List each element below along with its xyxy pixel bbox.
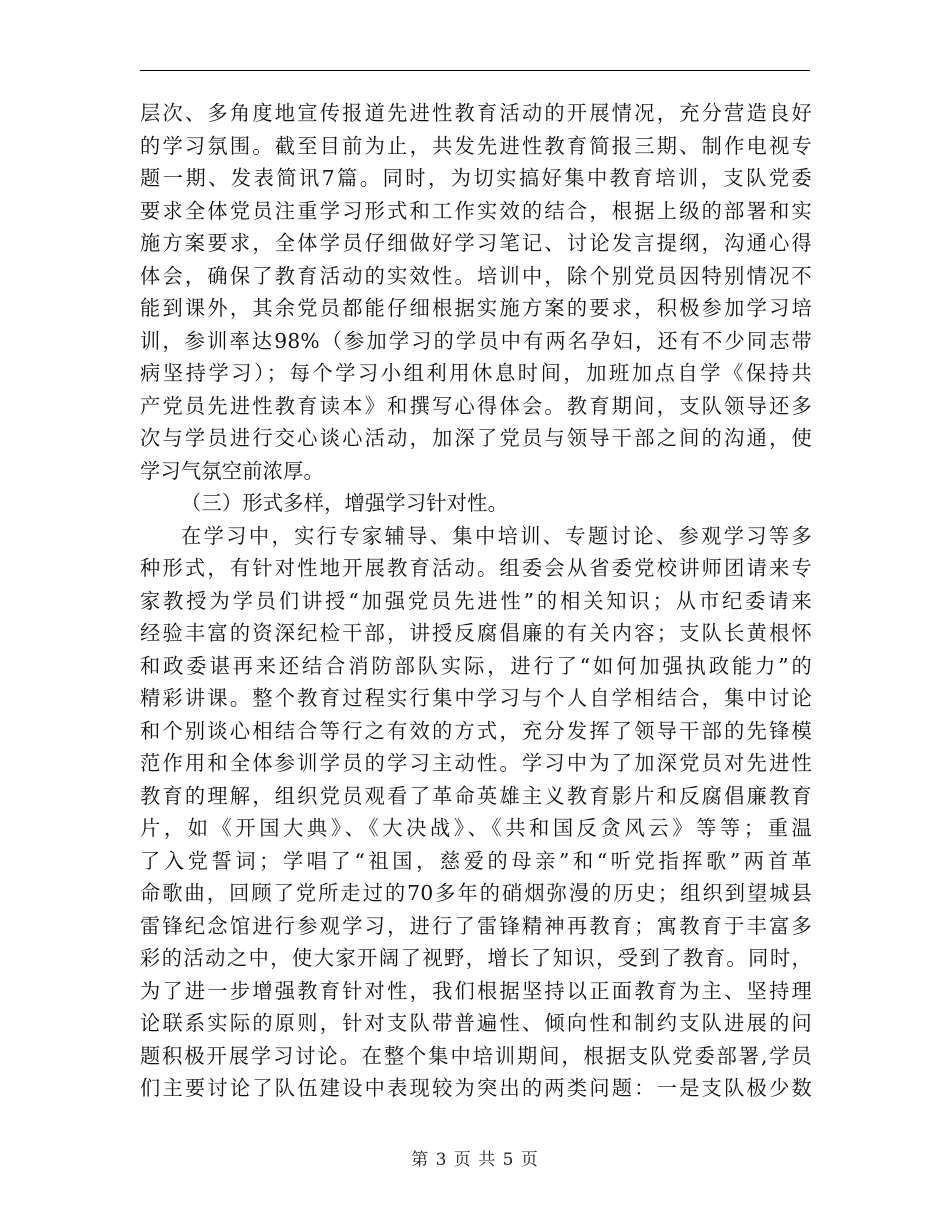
text-line: 家教授为学员们讲授“加强党员先进性”的相关知识；从市纪委请来 [140, 588, 812, 613]
text-line: 们主要讨论了队伍建设中表现较为突出的两类问题：一是支队极少数 [140, 1076, 812, 1100]
text-line: 经验丰富的资深纪检干部，讲授反腐倡廉的有关内容；支队长黄根怀 [140, 621, 812, 645]
text-line: 教育的理解，组织党员观看了革命英雄主义教育影片和反腐倡廉教育 [140, 783, 812, 808]
text-line: 产党员先进性教育读本》和撰写心得体会。教育期间，支队领导还多 [140, 393, 812, 418]
paragraph-1 [140, 97, 812, 487]
text-line: 施方案要求，全体学员仔细做好学习笔记、讨论发言提纲，沟通心得 [140, 231, 812, 255]
paragraph-2 [140, 520, 812, 1105]
text-line: 雷锋纪念馆进行参观学习，进行了雷锋精神再教育；寓教育于丰富多 [140, 913, 812, 938]
text-line: 彩的活动之中，使大家开阔了视野，增长了知识，受到了教育。同时， [140, 946, 812, 970]
text-line: 训，参训率达98%（参加学习的学员中有两名孕妇，还有不少同志带 [140, 328, 812, 353]
text-line: 能到课外，其余党员都能仔细根据实施方案的要求，积极参加学习培 [140, 296, 812, 320]
page-number-footer: 第 3 页 共 5 页 [411, 1150, 539, 1170]
text-line: 了入党誓词；学唱了“祖国，慈爱的母亲”和“听党指挥歌”两首革 [140, 848, 812, 873]
text-line: 病坚持学习）；每个学习小组利用休息时间，加班加点自学《保持共 [140, 361, 812, 385]
text-line: 和政委谌再来还结合消防部队实际，进行了“如何加强执政能力”的 [140, 653, 812, 678]
text-line: 题积极开展学习讨论。在整个集中培训期间，根据支队党委部署,学员 [140, 1043, 812, 1068]
text-line: 的学习氛围。截至目前为止，共发先进性教育简报三期、制作电视专 [140, 133, 812, 158]
text-line: 在学习中，实行专家辅导、集中培训、专题讨论、参观学习等多 [181, 523, 812, 548]
text-line: 精彩讲课。整个教育过程实行集中学习与个人自学相结合，集中讨论 [140, 686, 812, 710]
text-line: 论联系实际的原则，针对支队带普遍性、倾向性和制约支队进展的问 [140, 1011, 812, 1035]
text-line: 种形式，有针对性地开展教育活动。组委会从省委党校讲师团请来专 [140, 556, 812, 580]
page-body [140, 97, 812, 1105]
section-heading: （三）形式多样，增强学习针对性。 [181, 491, 509, 515]
text-line: 要求全体党员注重学习形式和工作实效的结合，根据上级的部署和实 [140, 198, 812, 223]
text-line: 和个别谈心相结合等行之有效的方式，充分发挥了领导干部的先锋模 [140, 718, 812, 743]
text-line: 范作用和全体参训学员的学习主动性。学习中为了加深党员对先进性 [140, 751, 812, 775]
text-line: 体会，确保了教育活动的实效性。培训中，除个别党员因特别情况不 [140, 263, 812, 288]
text-line: 层次、多角度地宣传报道先进性教育活动的开展情况，充分营造良好 [140, 101, 812, 125]
text-line: 片，如《开国大典》、《大决战》、《共和国反贪风云》等等；重温 [140, 816, 812, 840]
text-line: 题一期、发表简讯7篇。同时，为切实搞好集中教育培训，支队党委 [140, 166, 812, 190]
text-line: 学习气氛空前浓厚。 [140, 458, 324, 483]
text-line: 命歌曲，回顾了党所走过的70多年的硝烟弥漫的历史；组织到望城县 [140, 881, 812, 905]
header-rule [140, 70, 810, 71]
text-line: 次与学员进行交心谈心活动，加深了党员与领导干部之间的沟通，使 [140, 426, 812, 450]
text-line: 为了进一步增强教育针对性，我们根据坚持以正面教育为主、坚持理 [140, 978, 812, 1003]
